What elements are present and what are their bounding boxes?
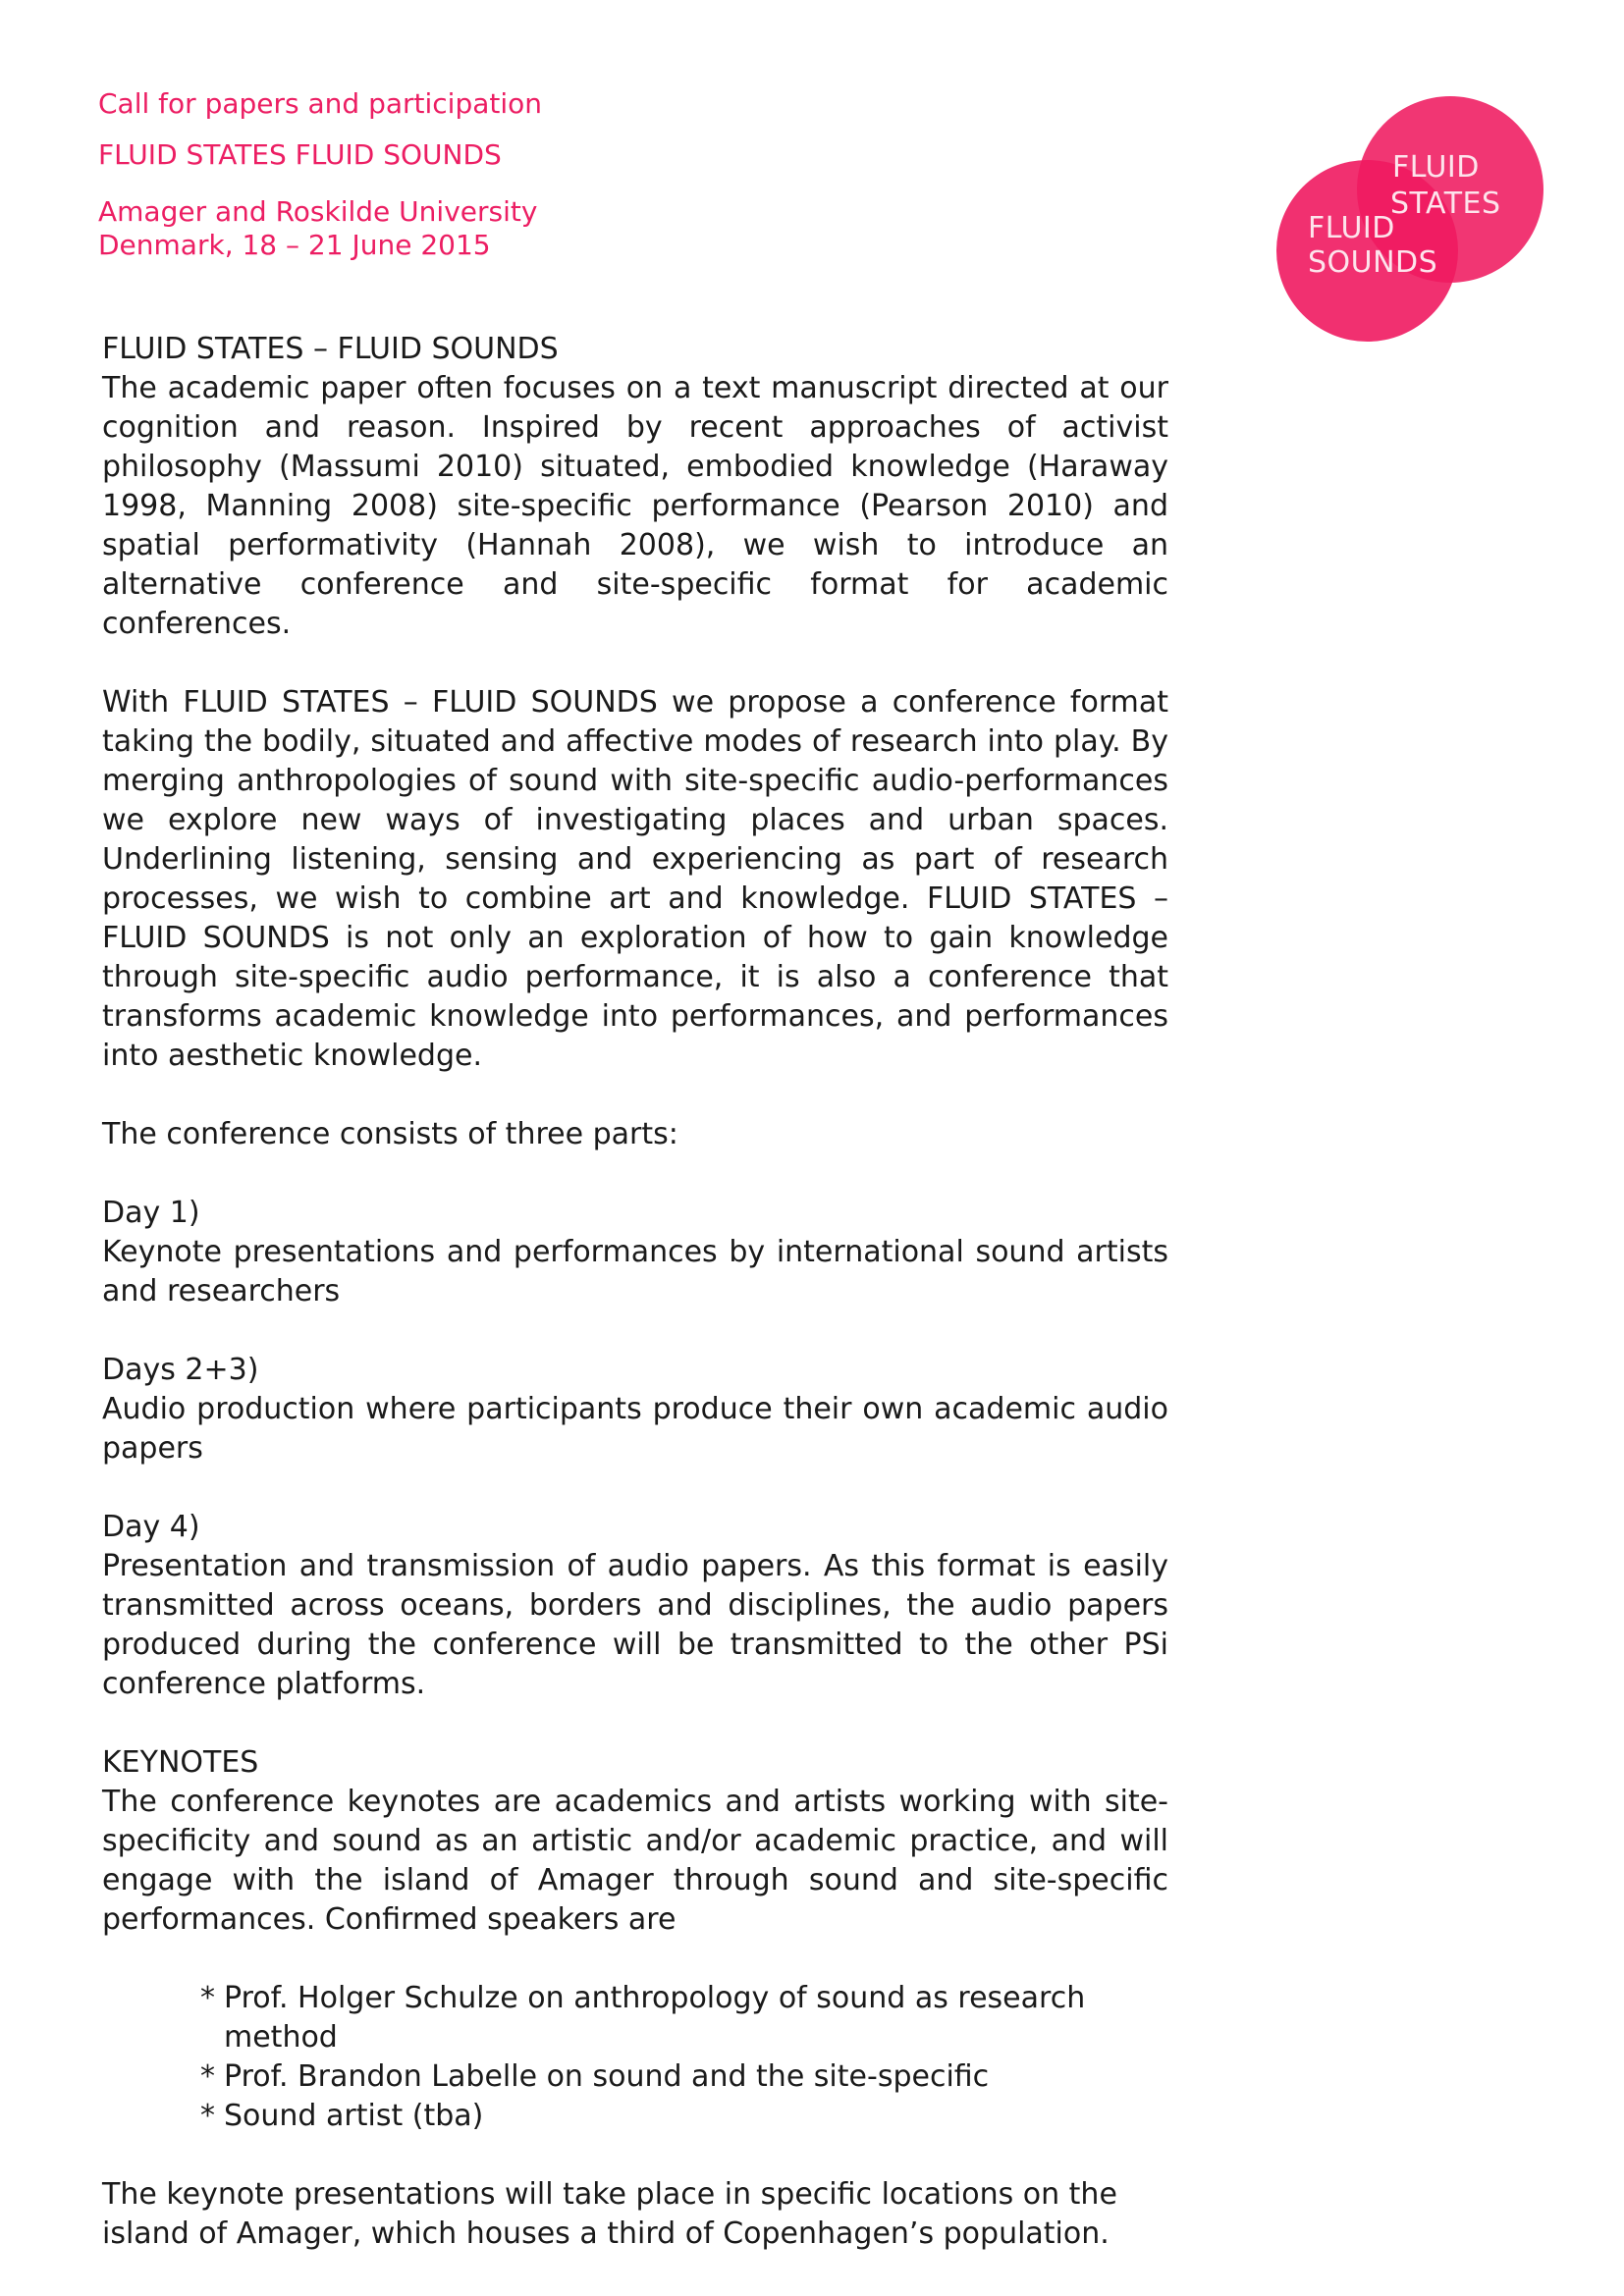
speaker-entry: Sound artist (tba) [224, 2099, 484, 2133]
conference-name-line: FLUID STATES FLUID SOUNDS [98, 138, 502, 171]
venue-line: Amager and Roskilde University [98, 195, 538, 228]
day4-section [102, 1508, 1168, 1704]
date-line: Denmark, 18 – 21 June 2015 [98, 229, 491, 261]
keynotes-description: The conference keynotes are academics and artists working with site-specificity and sound as an artistic and/or academic practice, and will engage with the island of Amager through sound and site-specific performances. Confirmed speakers are [102, 1785, 1168, 1937]
day1-description: Keynote presentations and performances by international sound artists and researchers [102, 1235, 1168, 1308]
section-title: FLUID STATES – FLUID SOUNDS [102, 332, 559, 366]
concept-paragraph: With FLUID STATES – FLUID SOUNDS we propose a conference format taking the bodily, situated and affective modes of research into play. By merging anthropologies of sound with site-specific audio-performances we explore new ways of investigating places and urban spaces. Underlining listening, sensing and experiencing as part of research processes, we wish to combine art and knowledge. FLUID STATES – FLUID SOUNDS is not only an exploration of how to gain knowledge through site-specific audio performance, it is also a conference that transforms academic knowledge into performances, and performances into aesthetic knowledge. [102, 685, 1168, 1073]
logo-text-states: STATES [1390, 187, 1501, 221]
keynotes-heading: KEYNOTES [102, 1745, 259, 1780]
list-item [200, 2057, 1108, 2097]
bullet-asterisk: * [200, 2099, 215, 2133]
day23-description: Audio production where participants produce their own academic audio papers [102, 1392, 1168, 1466]
bullet-asterisk: * [200, 1981, 215, 2015]
parts-intro: The conference consists of three parts: [102, 1117, 678, 1151]
document-body [102, 330, 1168, 2293]
intro-paragraph: The academic paper often focuses on a text manuscript directed at our cognition and reason. Inspired by recent approaches of activist philosophy (Massumi 2010) situated, embodied knowledge (Haraway 1998, Manning 2008) site-specific performance (Pearson 2010) and spatial performativity (Hannah 2008), we wish to introduce an alternative conference and site-specific format for academic conferences. [102, 371, 1168, 641]
logo-text-sounds: SOUNDS [1308, 245, 1438, 280]
logo-text-fluid-lower: FLUID [1308, 211, 1395, 245]
intro-section [102, 330, 1168, 644]
day1-label: Day 1) [102, 1196, 200, 1230]
call-for-papers-line: Call for papers and participation [98, 87, 543, 120]
list-item [200, 1979, 1108, 2057]
day23-section [102, 1351, 1168, 1468]
day1-section [102, 1194, 1168, 1311]
speakers-list [102, 1979, 1168, 2136]
closing-paragraph: The keynote presentations will take place in specific locations on the island of Amager, which houses a third of Copenhagen’s population. [102, 2177, 1117, 2251]
logo-text-fluid-upper: FLUID [1392, 150, 1480, 185]
bullet-asterisk: * [200, 2059, 215, 2094]
day4-description: Presentation and transmission of audio papers. As this format is easily transmitted across oceans, borders and disciplines, the audio papers produced during the conference will be transmitted to the other PSi conference platforms. [102, 1549, 1168, 1701]
list-item [200, 2097, 1108, 2136]
day4-label: Day 4) [102, 1510, 200, 1544]
day23-label: Days 2+3) [102, 1353, 259, 1387]
speaker-entry: Prof. Holger Schulze on anthropology of sound as research method [224, 1981, 1086, 2055]
keynotes-section [102, 1743, 1168, 1940]
speaker-entry: Prof. Brandon Labelle on sound and the site-specific [224, 2059, 990, 2094]
fluid-states-fluid-sounds-logo [1276, 96, 1543, 340]
